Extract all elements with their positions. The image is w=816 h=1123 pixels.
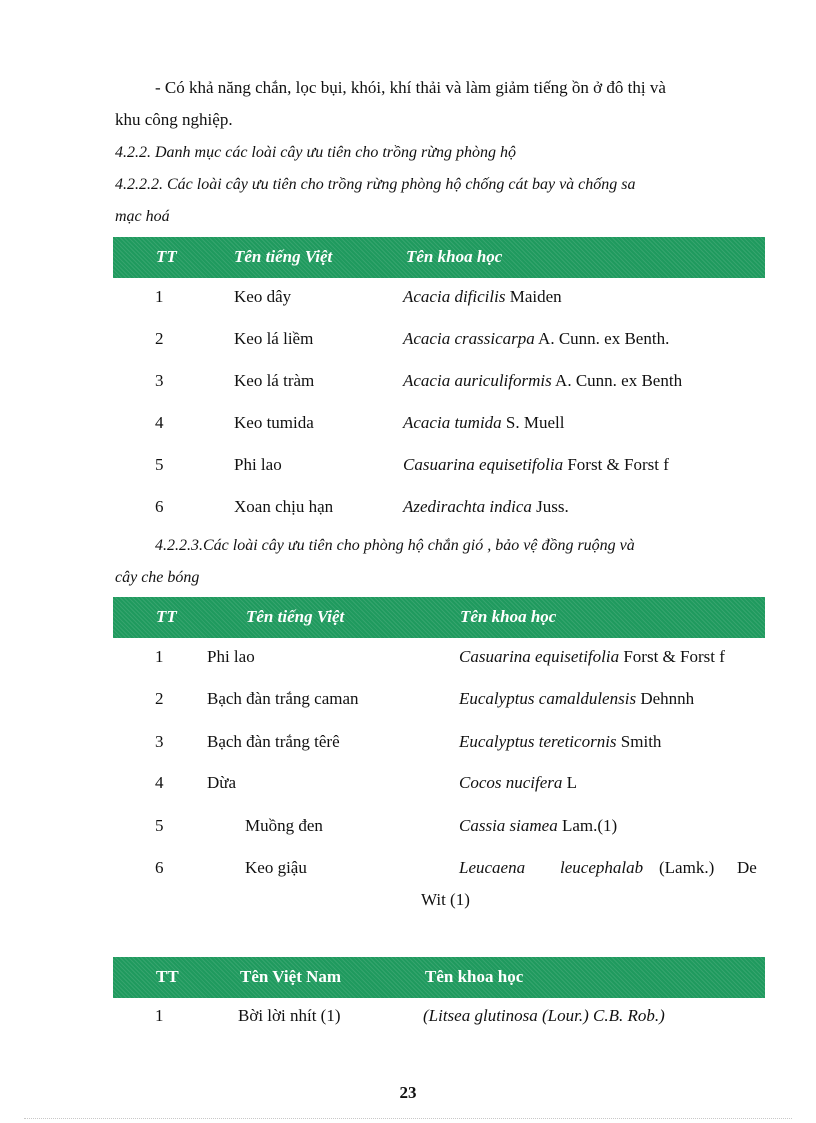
heading-4-2-2-3-line-2: cây che bóng: [115, 569, 200, 586]
row-genus: Eucalyptus camaldulensis: [459, 689, 637, 708]
row-tt: 1: [155, 647, 164, 666]
table2-row-continuation: [113, 884, 765, 916]
heading-4-2-2-2-line-1: 4.2.2.2. Các loài cây ưu tiên cho trồng rừng phòng hộ chống cát bay và chống sa: [115, 176, 636, 193]
table2-header: [113, 597, 765, 638]
row-tt: 1: [155, 1006, 164, 1025]
table1-row: [113, 447, 765, 489]
row-genus-2: leucephalab: [560, 858, 644, 877]
page-number: 23: [399, 1083, 417, 1102]
row-author-continuation: Wit (1): [421, 890, 470, 909]
row-sci: (Litsea glutinosa (Lour.) C.B. Rob.): [423, 1006, 665, 1025]
row-genus: Acacia crassicarpa: [403, 329, 535, 348]
row-genus: Casuarina equisetifolia: [459, 647, 620, 666]
row-tt: 5: [155, 816, 164, 835]
row-tt: 1: [155, 287, 164, 306]
row-author: Forst & Forst f: [623, 647, 725, 666]
row-author: Smith: [620, 732, 662, 751]
row-viet: Keo giậu: [245, 858, 307, 877]
row-tt: 3: [155, 732, 164, 751]
row-viet: Keo lá liềm: [234, 329, 314, 348]
table1-row: [113, 405, 765, 447]
row-author: (Lamk.): [659, 858, 715, 877]
row-tt: 6: [155, 497, 164, 516]
row-author: A. Cunn. ex Benth.: [538, 329, 670, 348]
table3-row: [113, 998, 765, 1040]
table3-header-viet: Tên Việt Nam: [240, 967, 342, 986]
row-viet: Keo tumida: [234, 413, 314, 432]
row-author-2: De: [737, 858, 757, 877]
row-viet: Bạch đàn trắng têrê: [207, 732, 340, 751]
table2-header-viet: Tên tiếng Việt: [246, 607, 345, 626]
row-author: Maiden: [509, 287, 562, 306]
table1-row: [113, 489, 765, 531]
row-author: S. Muell: [505, 413, 565, 432]
table2-row: [113, 681, 765, 723]
row-author: Lam.(1): [561, 816, 618, 835]
table2-row: [113, 724, 765, 766]
table3-header-tt: TT: [156, 967, 179, 986]
row-genus: Acacia dificilis: [403, 287, 506, 306]
table2-header-sci: Tên khoa học: [460, 607, 557, 626]
page-footer-divider: [24, 1118, 792, 1119]
row-viet: Bời lời nhít (1): [238, 1006, 341, 1025]
table1-row: [113, 363, 765, 405]
row-viet: Keo dây: [234, 287, 292, 306]
table1-row: [113, 321, 765, 363]
table1-header-viet: Tên tiếng Việt: [234, 247, 333, 266]
intro-line-1: - Có khả năng chắn, lọc bụi, khói, khí thải và làm giảm tiếng ồn ở đô thị và: [155, 78, 666, 97]
table1-header-sci: Tên khoa học: [406, 247, 503, 266]
row-author: Juss.: [536, 497, 569, 516]
row-viet: Dừa: [207, 773, 237, 792]
row-author: A. Cunn. ex Benth: [555, 371, 683, 390]
heading-4-2-2-2-line-2: mạc hoá: [115, 208, 170, 225]
table2-row: [113, 639, 765, 681]
row-tt: 4: [155, 773, 164, 792]
row-tt: 4: [155, 413, 164, 432]
row-tt: 2: [155, 689, 164, 708]
row-viet: Phi lao: [207, 647, 255, 666]
table3-header: [113, 957, 765, 998]
row-genus: Leucaena: [459, 858, 526, 877]
row-genus: Eucalyptus tereticornis: [459, 732, 617, 751]
heading-4-2-2-3-line-1: 4.2.2.3.Các loài cây ưu tiên cho phòng hộ chắn gió , bảo vệ đồng ruộng và: [155, 537, 635, 554]
row-tt: 6: [155, 858, 164, 877]
table1-header-tt: TT: [156, 247, 177, 266]
row-genus: Acacia auriculiformis: [403, 371, 552, 390]
row-genus: Cocos nucifera: [459, 773, 563, 792]
row-viet: Muồng đen: [245, 816, 323, 835]
table1-row: [113, 279, 765, 321]
intro-line-2: khu công nghiệp.: [115, 110, 233, 129]
row-genus: Acacia tumida: [403, 413, 502, 432]
row-author: L: [566, 773, 578, 792]
table2-row: [113, 808, 765, 850]
row-tt: 3: [155, 371, 164, 390]
row-viet: Bạch đàn trắng caman: [207, 689, 359, 708]
table2-header-tt: TT: [156, 607, 177, 626]
row-genus: Cassia siamea: [459, 816, 558, 835]
row-genus: Casuarina equisetifolia: [403, 455, 564, 474]
row-author: Forst & Forst f: [567, 455, 669, 474]
table3-header-sci: Tên khoa học: [425, 967, 524, 986]
row-tt: 5: [155, 455, 164, 474]
row-viet: Xoan chịu hạn: [234, 497, 334, 516]
row-genus: Azedirachta indica: [403, 497, 532, 516]
row-viet: Keo lá tràm: [234, 371, 315, 390]
row-tt: 2: [155, 329, 164, 348]
table2-row: [113, 765, 765, 807]
row-author: Dehnnh: [640, 689, 695, 708]
row-viet: Phi lao: [234, 455, 282, 474]
heading-4-2-2: 4.2.2. Danh mục các loài cây ưu tiên cho trồng rừng phòng hộ: [115, 144, 516, 161]
table1-header: [113, 237, 765, 278]
